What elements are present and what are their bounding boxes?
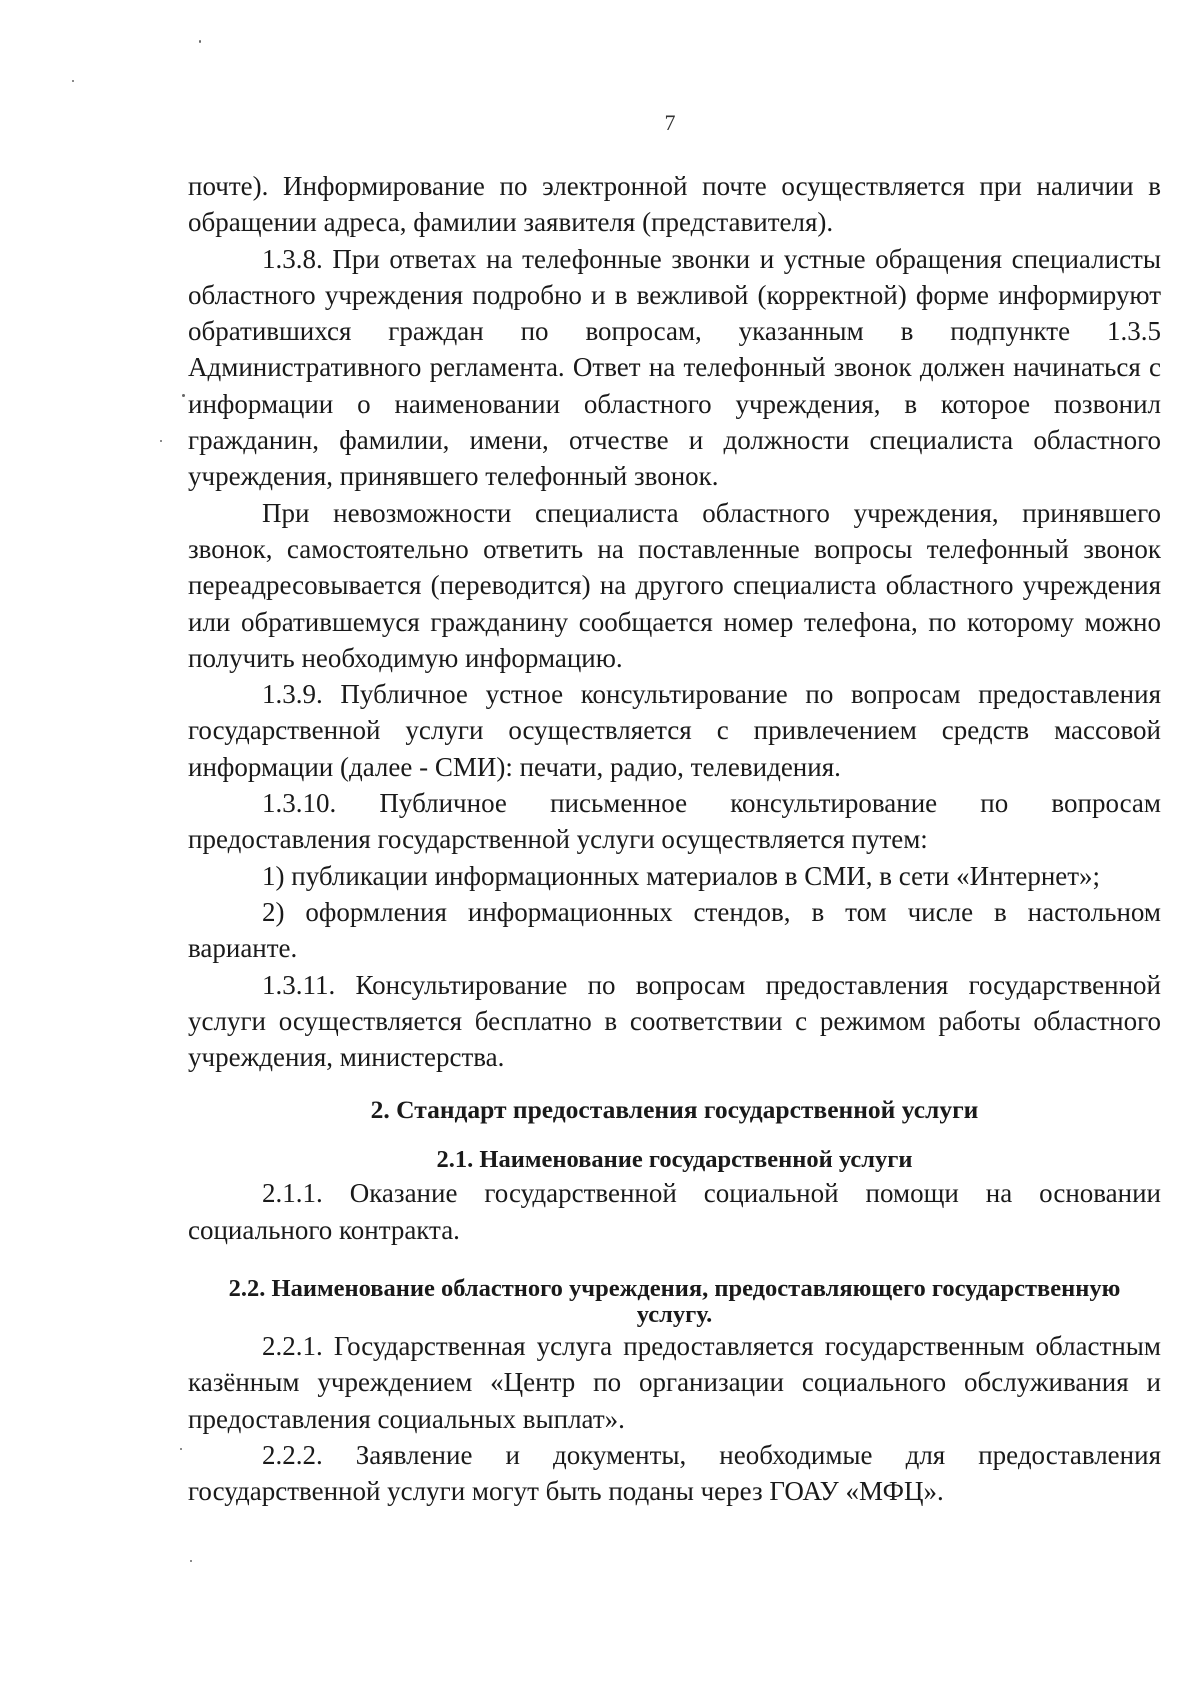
page-number: 7: [664, 110, 676, 135]
scan-speck: [180, 1448, 182, 1450]
paragraph-2-2-1: 2.2.1. Государственная услуга предоставляется государственным областным казённым учреждением «Центр по организации социального обслуживания и предоставления социальных выплат».: [188, 1331, 1161, 1434]
paragraph-1-3-8: 1.3.8. При ответах на телефонные звонки и устные обращения специалисты областного учреждения подробно и в вежливой (корректной) форме информируют обратившихся граждан по вопросам, указанным в подпункте 1.3.5 Административного регламента. Ответ на телефонный звонок должен начинаться с информации о наименовании областного учреждения, в которое позвонил гражданин, фамилии, имени, отчестве и должности специалиста областного учреждения, принявшего телефонный звонок.: [188, 243, 1161, 492]
paragraph-1-3-9: 1.3.9. Публичное устное консультирование по вопросам предоставления государственной услуги осуществляется с привлечением средств массовой информации (далее - СМИ): печати, радио, телевидения.: [188, 679, 1161, 782]
section-2-heading: 2. Стандарт предоставления государственной услуги: [370, 1095, 979, 1125]
scan-speck: [190, 1560, 192, 1562]
list-item-1: 1) публикации информационных материалов в СМИ, в сети «Интернет»;: [262, 860, 1101, 891]
section-2-1-heading: 2.1. Наименование государственной услуги: [436, 1146, 913, 1174]
scan-speck: [182, 394, 185, 397]
paragraph-email-info: почте). Информирование по электронной почте осуществляется при наличии в обращении адреса, фамилии заявителя (представителя).: [188, 171, 1161, 238]
scan-speck: [199, 40, 201, 43]
scan-speck: [72, 80, 74, 82]
list-item-2: 2) оформления информационных стендов, в том числе в настольном варианте.: [188, 896, 1161, 964]
paragraph-2-2-2: 2.2.2. Заявление и документы, необходимые для предоставления государственной услуги могут быть поданы через ГОАУ «МФЦ».: [188, 1439, 1161, 1507]
document-body: [188, 168, 1161, 1510]
scan-speck: [160, 440, 162, 442]
section-2-2-heading: 2.2. Наименование областного учреждения, предоставляющего государственную услугу.: [228, 1275, 1121, 1329]
paragraph-1-3-11: 1.3.11. Консультирование по вопросам предоставления государственной услуги осуществляется бесплатно в соответствии с режимом работы областного учреждения, министерства.: [188, 969, 1161, 1073]
paragraph-1-3-10: 1.3.10. Публичное письменное консультирование по вопросам предоставления государственной услуги осуществляется путем:: [188, 788, 1161, 855]
paragraph-2-1-1: 2.1.1. Оказание государственной социальной помощи на основании социального контракта.: [188, 1178, 1161, 1245]
paragraph-call-redirect: При невозможности специалиста областного учреждения, принявшего звонок, самостоятельно ответить на поставленные вопросы телефонный звонок переадресовывается (переводится) на другого специалиста областного учреждения или обратившемуся гражданину сообщается номер телефона, по которому можно получить необходимую информацию.: [188, 497, 1161, 673]
